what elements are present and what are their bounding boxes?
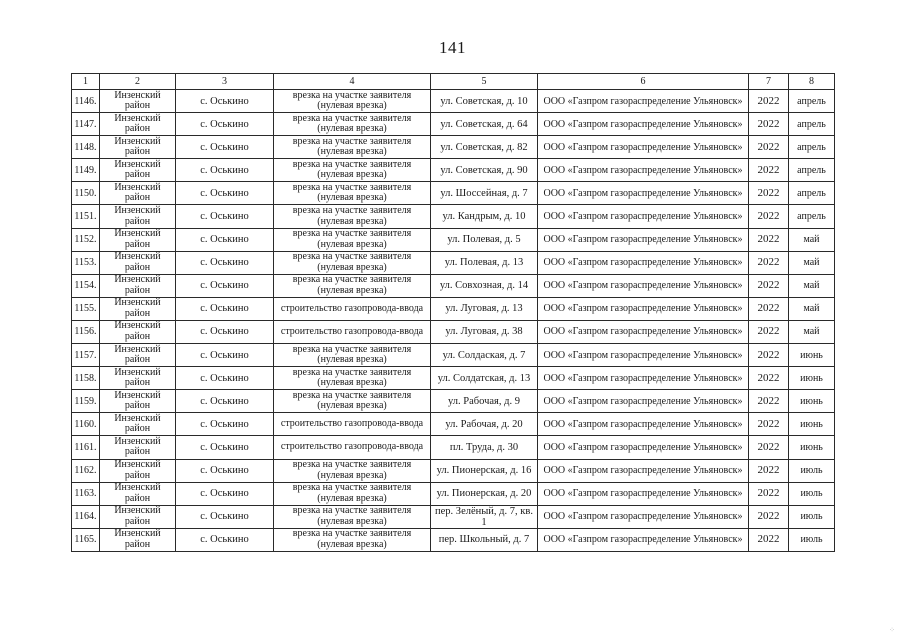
settlement-cell: с. Оськино xyxy=(176,436,274,459)
month-cell: апрель xyxy=(789,90,835,113)
work-type-cell: врезка на участке заявителя (нулевая врезка) xyxy=(274,344,431,367)
address-cell: ул. Советская, д. 64 xyxy=(431,113,538,136)
settlement-cell: с. Оськино xyxy=(176,159,274,182)
settlement-cell: с. Оськино xyxy=(176,390,274,413)
table-row xyxy=(72,205,835,228)
month-cell: июль xyxy=(789,528,835,551)
row-number: 1160. xyxy=(72,413,100,436)
header-cell: 7 xyxy=(749,74,789,90)
month-cell: июнь xyxy=(789,390,835,413)
work-type-cell: врезка на участке заявителя (нулевая врезка) xyxy=(274,90,431,113)
row-number: 1151. xyxy=(72,205,100,228)
table-row xyxy=(72,367,835,390)
header-cell: 5 xyxy=(431,74,538,90)
address-cell: ул. Рабочая, д. 20 xyxy=(431,413,538,436)
organization-cell: ООО «Газпром газораспределение Ульяновск» xyxy=(538,528,749,551)
organization-cell: ООО «Газпром газораспределение Ульяновск» xyxy=(538,413,749,436)
month-cell: май xyxy=(789,228,835,251)
address-cell: ул. Пионерская, д. 20 xyxy=(431,482,538,505)
organization-cell: ООО «Газпром газораспределение Ульяновск» xyxy=(538,159,749,182)
table-row xyxy=(72,297,835,320)
work-type-cell: врезка на участке заявителя (нулевая врезка) xyxy=(274,505,431,528)
district-cell: Инзенский район xyxy=(100,505,176,528)
header-cell: 6 xyxy=(538,74,749,90)
district-cell: Инзенский район xyxy=(100,367,176,390)
work-type-cell: строительство газопровода-ввода xyxy=(274,413,431,436)
header-cell: 4 xyxy=(274,74,431,90)
table-row xyxy=(72,482,835,505)
settlement-cell: с. Оськино xyxy=(176,344,274,367)
address-cell: ул. Полевая, д. 5 xyxy=(431,228,538,251)
month-cell: июнь xyxy=(789,436,835,459)
organization-cell: ООО «Газпром газораспределение Ульяновск» xyxy=(538,367,749,390)
row-number: 1165. xyxy=(72,528,100,551)
row-number: 1158. xyxy=(72,367,100,390)
month-cell: июнь xyxy=(789,367,835,390)
year-cell: 2022 xyxy=(749,482,789,505)
month-cell: апрель xyxy=(789,182,835,205)
row-number: 1161. xyxy=(72,436,100,459)
address-cell: пер. Школьный, д. 7 xyxy=(431,528,538,551)
organization-cell: ООО «Газпром газораспределение Ульяновск» xyxy=(538,251,749,274)
gasification-table xyxy=(71,73,835,552)
year-cell: 2022 xyxy=(749,320,789,343)
row-number: 1146. xyxy=(72,90,100,113)
work-type-cell: врезка на участке заявителя (нулевая врезка) xyxy=(274,528,431,551)
organization-cell: ООО «Газпром газораспределение Ульяновск» xyxy=(538,297,749,320)
table-row xyxy=(72,251,835,274)
year-cell: 2022 xyxy=(749,136,789,159)
address-cell: ул. Совхозная, д. 14 xyxy=(431,274,538,297)
address-cell: ул. Солдаская, д. 7 xyxy=(431,344,538,367)
address-cell: ул. Солдатская, д. 13 xyxy=(431,367,538,390)
work-type-cell: врезка на участке заявителя (нулевая врезка) xyxy=(274,251,431,274)
table-row xyxy=(72,459,835,482)
header-cell: 8 xyxy=(789,74,835,90)
year-cell: 2022 xyxy=(749,390,789,413)
row-number: 1162. xyxy=(72,459,100,482)
work-type-cell: врезка на участке заявителя (нулевая врезка) xyxy=(274,113,431,136)
table-row xyxy=(72,90,835,113)
month-cell: апрель xyxy=(789,159,835,182)
year-cell: 2022 xyxy=(749,159,789,182)
settlement-cell: с. Оськино xyxy=(176,251,274,274)
organization-cell: ООО «Газпром газораспределение Ульяновск» xyxy=(538,344,749,367)
organization-cell: ООО «Газпром газораспределение Ульяновск» xyxy=(538,205,749,228)
year-cell: 2022 xyxy=(749,113,789,136)
settlement-cell: с. Оськино xyxy=(176,505,274,528)
settlement-cell: с. Оськино xyxy=(176,205,274,228)
address-cell: ул. Советская, д. 82 xyxy=(431,136,538,159)
settlement-cell: с. Оськино xyxy=(176,297,274,320)
month-cell: июнь xyxy=(789,344,835,367)
address-cell: ул. Луговая, д. 13 xyxy=(431,297,538,320)
work-type-cell: врезка на участке заявителя (нулевая врезка) xyxy=(274,367,431,390)
settlement-cell: с. Оськино xyxy=(176,136,274,159)
row-number: 1164. xyxy=(72,505,100,528)
address-cell: ул. Рабочая, д. 9 xyxy=(431,390,538,413)
row-number: 1150. xyxy=(72,182,100,205)
work-type-cell: врезка на участке заявителя (нулевая врезка) xyxy=(274,228,431,251)
year-cell: 2022 xyxy=(749,459,789,482)
district-cell: Инзенский район xyxy=(100,297,176,320)
year-cell: 2022 xyxy=(749,436,789,459)
settlement-cell: с. Оськино xyxy=(176,228,274,251)
table-row xyxy=(72,413,835,436)
organization-cell: ООО «Газпром газораспределение Ульяновск» xyxy=(538,482,749,505)
header-cell: 2 xyxy=(100,74,176,90)
work-type-cell: врезка на участке заявителя (нулевая врезка) xyxy=(274,482,431,505)
year-cell: 2022 xyxy=(749,297,789,320)
district-cell: Инзенский район xyxy=(100,413,176,436)
organization-cell: ООО «Газпром газораспределение Ульяновск» xyxy=(538,505,749,528)
year-cell: 2022 xyxy=(749,344,789,367)
table-row xyxy=(72,344,835,367)
district-cell: Инзенский район xyxy=(100,390,176,413)
table-row xyxy=(72,159,835,182)
work-type-cell: строительство газопровода-ввода xyxy=(274,436,431,459)
table-row xyxy=(72,436,835,459)
settlement-cell: с. Оськино xyxy=(176,90,274,113)
settlement-cell: с. Оськино xyxy=(176,320,274,343)
district-cell: Инзенский район xyxy=(100,274,176,297)
work-type-cell: врезка на участке заявителя (нулевая врезка) xyxy=(274,459,431,482)
row-number: 1149. xyxy=(72,159,100,182)
row-number: 1163. xyxy=(72,482,100,505)
settlement-cell: с. Оськино xyxy=(176,528,274,551)
year-cell: 2022 xyxy=(749,90,789,113)
district-cell: Инзенский район xyxy=(100,90,176,113)
work-type-cell: строительство газопровода-ввода xyxy=(274,297,431,320)
year-cell: 2022 xyxy=(749,205,789,228)
work-type-cell: врезка на участке заявителя (нулевая врезка) xyxy=(274,182,431,205)
month-cell: апрель xyxy=(789,113,835,136)
table-row xyxy=(72,505,835,528)
year-cell: 2022 xyxy=(749,413,789,436)
address-cell: ул. Полевая, д. 13 xyxy=(431,251,538,274)
work-type-cell: врезка на участке заявителя (нулевая врезка) xyxy=(274,274,431,297)
address-cell: пл. Труда, д. 30 xyxy=(431,436,538,459)
organization-cell: ООО «Газпром газораспределение Ульяновск» xyxy=(538,113,749,136)
row-number: 1147. xyxy=(72,113,100,136)
month-cell: июнь xyxy=(789,413,835,436)
district-cell: Инзенский район xyxy=(100,205,176,228)
settlement-cell: с. Оськино xyxy=(176,113,274,136)
table-row xyxy=(72,528,835,551)
address-cell: ул. Советская, д. 90 xyxy=(431,159,538,182)
table-row xyxy=(72,182,835,205)
work-type-cell: врезка на участке заявителя (нулевая врезка) xyxy=(274,390,431,413)
work-type-cell: строительство газопровода-ввода xyxy=(274,320,431,343)
table-row xyxy=(72,320,835,343)
row-number: 1157. xyxy=(72,344,100,367)
table-row xyxy=(72,113,835,136)
settlement-cell: с. Оськино xyxy=(176,459,274,482)
table-row xyxy=(72,228,835,251)
page-number: 141 xyxy=(439,38,466,57)
settlement-cell: с. Оськино xyxy=(176,413,274,436)
district-cell: Инзенский район xyxy=(100,159,176,182)
year-cell: 2022 xyxy=(749,251,789,274)
row-number: 1152. xyxy=(72,228,100,251)
district-cell: Инзенский район xyxy=(100,228,176,251)
district-cell: Инзенский район xyxy=(100,320,176,343)
district-cell: Инзенский район xyxy=(100,436,176,459)
address-cell: ул. Кандрым, д. 10 xyxy=(431,205,538,228)
month-cell: июль xyxy=(789,505,835,528)
year-cell: 2022 xyxy=(749,182,789,205)
organization-cell: ООО «Газпром газораспределение Ульяновск» xyxy=(538,436,749,459)
row-number: 1156. xyxy=(72,320,100,343)
table-row xyxy=(72,274,835,297)
district-cell: Инзенский район xyxy=(100,482,176,505)
row-number: 1148. xyxy=(72,136,100,159)
month-cell: июль xyxy=(789,482,835,505)
month-cell: май xyxy=(789,320,835,343)
settlement-cell: с. Оськино xyxy=(176,274,274,297)
address-cell: ул. Шоссейная, д. 7 xyxy=(431,182,538,205)
organization-cell: ООО «Газпром газораспределение Ульяновск» xyxy=(538,182,749,205)
settlement-cell: с. Оськино xyxy=(176,367,274,390)
organization-cell: ООО «Газпром газораспределение Ульяновск» xyxy=(538,136,749,159)
address-cell: ул. Советская, д. 10 xyxy=(431,90,538,113)
month-cell: апрель xyxy=(789,136,835,159)
month-cell: май xyxy=(789,274,835,297)
address-cell: ул. Пионерская, д. 16 xyxy=(431,459,538,482)
year-cell: 2022 xyxy=(749,505,789,528)
organization-cell: ООО «Газпром газораспределение Ульяновск» xyxy=(538,90,749,113)
district-cell: Инзенский район xyxy=(100,113,176,136)
row-number: 1155. xyxy=(72,297,100,320)
month-cell: май xyxy=(789,297,835,320)
month-cell: июль xyxy=(789,459,835,482)
year-cell: 2022 xyxy=(749,528,789,551)
table-row xyxy=(72,390,835,413)
organization-cell: ООО «Газпром газораспределение Ульяновск» xyxy=(538,320,749,343)
district-cell: Инзенский район xyxy=(100,251,176,274)
header-cell: 1 xyxy=(72,74,100,90)
settlement-cell: с. Оськино xyxy=(176,182,274,205)
organization-cell: ООО «Газпром газораспределение Ульяновск» xyxy=(538,459,749,482)
year-cell: 2022 xyxy=(749,274,789,297)
work-type-cell: врезка на участке заявителя (нулевая врезка) xyxy=(274,205,431,228)
year-cell: 2022 xyxy=(749,228,789,251)
month-cell: май xyxy=(789,251,835,274)
scan-corner-mark: ⁘ xyxy=(889,626,895,634)
address-cell: ул. Луговая, д. 38 xyxy=(431,320,538,343)
district-cell: Инзенский район xyxy=(100,459,176,482)
header-cell: 3 xyxy=(176,74,274,90)
settlement-cell: с. Оськино xyxy=(176,482,274,505)
work-type-cell: врезка на участке заявителя (нулевая врезка) xyxy=(274,136,431,159)
district-cell: Инзенский район xyxy=(100,136,176,159)
work-type-cell: врезка на участке заявителя (нулевая врезка) xyxy=(274,159,431,182)
district-cell: Инзенский район xyxy=(100,528,176,551)
row-number: 1153. xyxy=(72,251,100,274)
header-row xyxy=(72,74,835,90)
table-row xyxy=(72,136,835,159)
organization-cell: ООО «Газпром газораспределение Ульяновск» xyxy=(538,390,749,413)
organization-cell: ООО «Газпром газораспределение Ульяновск» xyxy=(538,274,749,297)
month-cell: апрель xyxy=(789,205,835,228)
row-number: 1154. xyxy=(72,274,100,297)
district-cell: Инзенский район xyxy=(100,344,176,367)
district-cell: Инзенский район xyxy=(100,182,176,205)
row-number: 1159. xyxy=(72,390,100,413)
year-cell: 2022 xyxy=(749,367,789,390)
organization-cell: ООО «Газпром газораспределение Ульяновск» xyxy=(538,228,749,251)
address-cell: пер. Зелёный, д. 7, кв. 1 xyxy=(431,505,538,528)
